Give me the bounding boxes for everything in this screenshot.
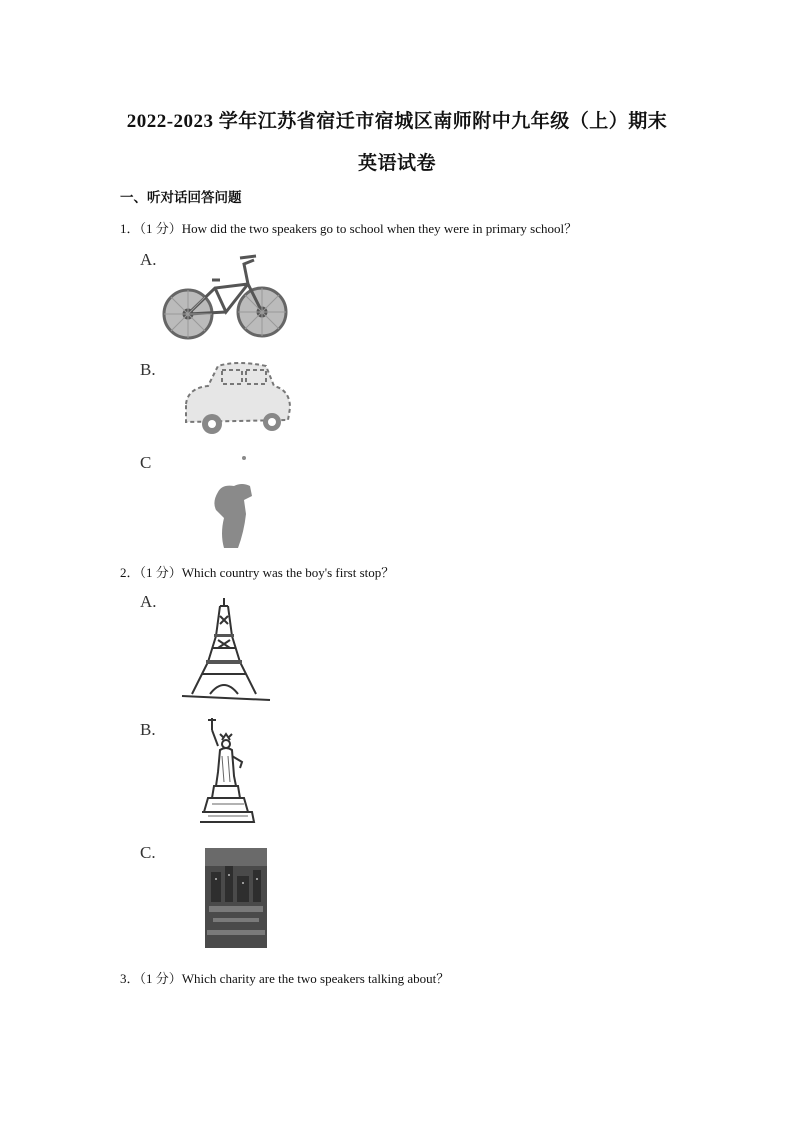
question-1-prefix: 1．（1 分） <box>120 221 182 236</box>
q2-option-b-label: B. <box>140 720 156 739</box>
car-icon <box>178 358 296 442</box>
q1-option-a-label: A. <box>140 250 157 269</box>
q1-option-b-label: B. <box>140 360 156 379</box>
question-2-text: Which country was the boy's first stop？ <box>181 565 395 580</box>
eiffel-tower-icon <box>180 596 272 704</box>
question-3-prefix: 3．（1 分） <box>120 971 182 986</box>
question-3-text: Which charity are the two speakers talking about？ <box>181 971 450 986</box>
question-2-prefix: 2．（1 分） <box>120 565 182 580</box>
bicycle-icon <box>160 250 290 342</box>
statue-of-liberty-icon <box>200 716 258 826</box>
q2-option-a-label: A. <box>140 592 157 611</box>
page-title: 2022-2023 学年江苏省宿迁市宿城区南师附中九年级（上）期末 <box>126 111 668 132</box>
question-1-text: How did the two speakers go to school when they were in primary school？ <box>181 221 578 236</box>
city-photo-icon <box>205 848 267 948</box>
q2-option-c-label: C. <box>140 843 156 862</box>
question-3 <box>120 968 449 987</box>
question-2 <box>120 562 394 581</box>
page-subtitle: 英语试卷 <box>357 153 436 174</box>
walking-person-icon <box>204 452 260 552</box>
q1-option-c-label: C <box>140 453 152 472</box>
section-heading: 一、听对话回答问题 <box>120 190 242 205</box>
question-1 <box>120 218 577 237</box>
